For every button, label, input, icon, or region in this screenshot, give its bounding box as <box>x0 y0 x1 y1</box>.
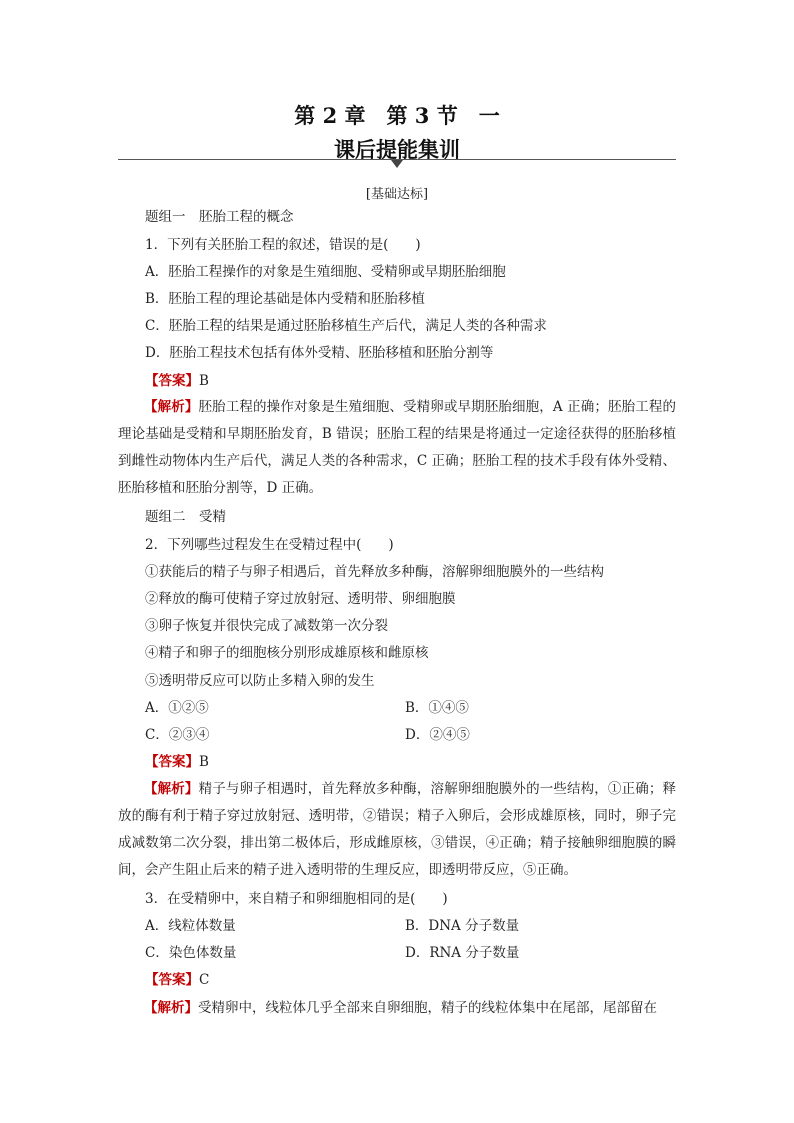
group-heading: 题组二 受精 <box>145 509 226 525</box>
option-d: D．RNA 分子数量 <box>405 945 520 961</box>
option-b: B．①④⑤ <box>405 700 469 716</box>
option-c: C．染色体数量 <box>145 945 237 961</box>
answer-tag: 【答案】 <box>145 972 199 988</box>
option-a: A．胚胎工程操作的对象是生殖细胞、受精卵或早期胚胎细胞 <box>145 264 506 280</box>
answer-tag: 【答案】 <box>145 373 199 389</box>
statement-item: ③卵子恢复并很快完成了减数第一次分裂 <box>145 618 388 634</box>
answer-value: C <box>199 972 210 988</box>
statement-item: ⑤透明带反应可以防止多精入卵的发生 <box>145 673 375 689</box>
option-b: B．胚胎工程的理论基础是体内受精和胚胎移植 <box>145 291 425 307</box>
option-d: D．②④⑤ <box>405 727 470 743</box>
answer-line <box>145 372 209 390</box>
page-subtitle: 课后提能集训 <box>334 137 460 162</box>
analysis-tag: 【解析】 <box>144 1000 198 1016</box>
question-stem: 3．在受精卵中，来自精子和卵细胞相同的是( ) <box>145 891 448 907</box>
answer-line <box>145 971 209 989</box>
analysis-text: 胚胎工程的操作对象是生殖细胞、受精卵或早期胚胎细胞，A 正确；胚胎工程的理论基础是受精和早期胚胎发育，B 错误；胚胎工程的结果是将通过一定途径获得的胚胎移植到雌性动物体内生产后代，满足人类的各种需求，C 正确；胚胎工程的技术手段有体外受精、胚胎移植和胚胎分割等，D 正确。 <box>118 399 677 496</box>
analysis-paragraph <box>118 394 676 502</box>
option-c: C．②③④ <box>145 727 210 743</box>
analysis-text: 精子与卵子相遇时，首先释放多种酶，溶解卵细胞膜外的一些结构，①正确；释放的酶有利于精子穿过放射冠、透明带，②错误；精子入卵后，会形成雄原核，同时，卵子完成减数第二次分裂，排出第二极体后，形成雌原核，③错误，④正确；精子接触卵细胞膜的瞬间，会产生阻止后来的精子进入透明带的生理反应，即透明带反应，⑤正确。 <box>118 781 677 878</box>
option-b: B．DNA 分子数量 <box>405 918 520 934</box>
statement-item: ①获能后的精子与卵子相遇后，首先释放多种酶，溶解卵细胞膜外的一些结构 <box>145 564 604 580</box>
answer-tag: 【答案】 <box>145 754 199 770</box>
analysis-tag: 【解析】 <box>144 399 199 415</box>
option-a: A．线粒体数量 <box>145 918 236 934</box>
option-d: D．胚胎工程技术包括有体外受精、胚胎移植和胚胎分割等 <box>145 345 494 361</box>
analysis-paragraph <box>118 995 676 1022</box>
answer-value: B <box>199 373 209 389</box>
question-stem: 1．下列有关胚胎工程的叙述，错误的是( ) <box>145 237 421 253</box>
analysis-tag: 【解析】 <box>144 781 199 797</box>
analysis-paragraph <box>118 776 676 884</box>
section-label: [基础达标] <box>365 187 429 202</box>
statement-item: ④精子和卵子的细胞核分别形成雄原核和雌原核 <box>145 645 429 661</box>
answer-line <box>145 753 209 771</box>
answer-value: B <box>199 754 209 770</box>
question-stem: 2．下列哪些过程发生在受精过程中( ) <box>145 537 394 553</box>
chapter-title: 第 2 章 第 3 节 一 <box>294 103 500 128</box>
option-a: A．①②⑤ <box>145 700 209 716</box>
triangle-marker-icon <box>391 160 403 168</box>
statement-item: ②释放的酶可使精子穿过放射冠、透明带、卵细胞膜 <box>145 591 456 607</box>
option-c: C．胚胎工程的结果是通过胚胎移植生产后代，满足人类的各种需求 <box>145 318 547 334</box>
group-heading: 题组一 胚胎工程的概念 <box>145 209 294 225</box>
analysis-text: 受精卵中，线粒体几乎全部来自卵细胞，精子的线粒体集中在尾部，尾部留在 <box>198 1000 657 1016</box>
